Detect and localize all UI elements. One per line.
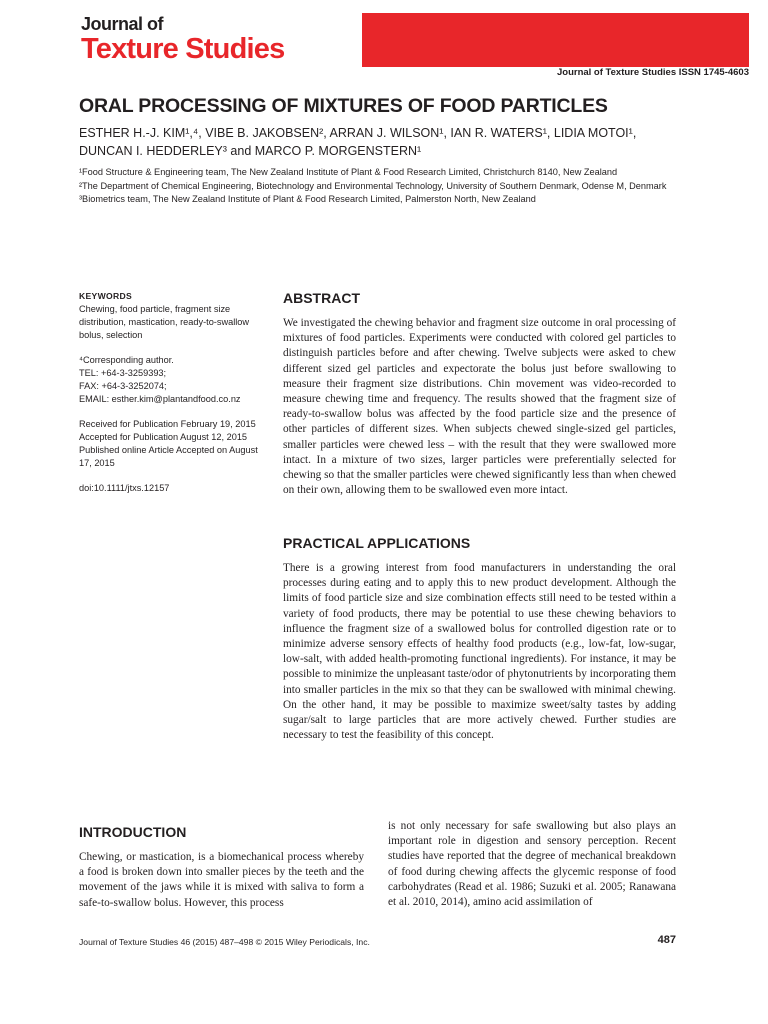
keywords-title: KEYWORDS bbox=[79, 291, 133, 301]
affiliation-1: ¹Food Structure & Engineering team, The New Zealand Institute of Plant & Food Research Limited, Christchurch 8140, New Zealand bbox=[79, 167, 618, 177]
introduction-text-column2: is not only necessary for safe swallowing but also plays an important role in digestion and sensory perception. Recent studies have reported that the degree of mechanical breakdown of food during chewing affects the glycemic response of food carbohydrates (Read et al. 1986; Suzuki et al. 2005; Ranawana et al. 2010, 2014), amino acid assimilation of bbox=[388, 820, 676, 909]
page-number: 487 bbox=[657, 934, 676, 946]
article-sidebar bbox=[79, 290, 259, 503]
affiliation-2: ²The Department of Chemical Engineering, Biotechnology and Environmental Technology, University of Southern Denmark, Odense M, Denmark bbox=[79, 180, 667, 191]
authors-line1: ESTHER H.-J. KIM¹,⁴, VIBE B. JAKOBSEN², ARRAN J. WILSON¹, IAN R. WATERS¹, LIDIA MOTOI¹, bbox=[79, 126, 637, 140]
journal-name-line1: Journal of bbox=[81, 14, 164, 34]
doi-link[interactable]: doi:10.1111/jtxs.12157 bbox=[79, 483, 170, 493]
practical-applications-text: There is a growing interest from food manufacturers in understanding the oral processes during eating and to apply this to new product development. Although the limits of food particle size and size combination effects still need to be tested within a variety of food products, there may be potential to use these chewing behaviors to influence the fragment size of a swallowed bolus for controlled digestion rate or to minimize adverse sensory effects of healthy food products (e.g., low-fat, low-sugar, low-salt, with added health-promoting functional ingredients). For instance, it may be possible to minimize the unpleasant taste/odor of phytonutrients by incorporating them into smaller particles in the mix so that they can be swallowed with minimal chewing. On the other hand, it may be possible to maximize sweet/salty tastes by adding sugar/salt to large particles that are more actively chewed. Further studies are necessary to test the feasibility of this concept. bbox=[283, 562, 676, 742]
affiliation-3: ³Biometrics team, The New Zealand Institute of Plant & Food Research Limited, Palmerston North, New Zealand bbox=[79, 194, 536, 204]
accepted-date: Accepted for Publication August 12, 2015 bbox=[79, 432, 248, 442]
abstract-text: We investigated the chewing behavior and fragment size outcome in oral processing of mixtures of food particles. Experiments were conducted with colored gel particles to distinguish particles before and after chewing. Twelve subjects were asked to chew different sized gel particles and expectorate the bolus just before swallowing to measure their fragment size distributions. Chin movement was video-recorded to measure chewing time and frequency. The results showed that the fragment size of ready-to-swallow bolus was affected by the food particle size and the presence of other particles of different sizes. When subjects chewed single-sized gel particles, smaller particles were chewed less – with the result that they were swallowed more intact. In a mixture of two sizes, larger particles were preferentially selected for chewing so that the smaller particles were chewed significantly less than when chewed on their own, allowing them to be swallowed even more intact. bbox=[283, 317, 676, 497]
email-link[interactable]: EMAIL: esther.kim@plantandfood.co.nz bbox=[79, 394, 241, 404]
author-list bbox=[79, 124, 636, 160]
footer-citation: Journal of Texture Studies 46 (2015) 487–498 © 2015 Wiley Periodicals, Inc. bbox=[79, 937, 370, 947]
introduction-heading: INTRODUCTION bbox=[79, 824, 187, 840]
affiliations bbox=[79, 166, 666, 207]
journal-logo bbox=[79, 13, 362, 67]
telephone: TEL: +64-3-3259393; bbox=[79, 368, 167, 378]
fax: FAX: +64-3-3252074; bbox=[79, 381, 167, 391]
article-title: ORAL PROCESSING OF MIXTURES OF FOOD PARTICLES bbox=[79, 95, 608, 117]
authors-line2: DUNCAN I. HEDDERLEY³ and MARCO P. MORGENSTERN¹ bbox=[79, 144, 422, 158]
journal-issn: Journal of Texture Studies ISSN 1745-4603 bbox=[556, 67, 749, 78]
abstract-heading: ABSTRACT bbox=[283, 290, 360, 306]
journal-name-line2: Texture Studies bbox=[81, 33, 285, 65]
published-date: Published online Article Accepted on August 17, 2015 bbox=[79, 445, 258, 468]
practical-applications-heading: PRACTICAL APPLICATIONS bbox=[283, 535, 471, 551]
journal-banner bbox=[79, 13, 749, 67]
keywords-list: Chewing, food particle, fragment size distribution, mastication, ready-to-swallow bolus, selection bbox=[79, 304, 250, 340]
introduction-text-column1: Chewing, or mastication, is a biomechanical process whereby a food is broken down into smaller pieces by the teeth and the movement of the jaws while it is mixed with saliva to form a safe-to-swallow bolus. However, this process bbox=[79, 851, 364, 909]
received-date: Received for Publication February 19, 2015 bbox=[79, 419, 256, 429]
corresponding-author-label: ⁴Corresponding author. bbox=[79, 355, 174, 365]
